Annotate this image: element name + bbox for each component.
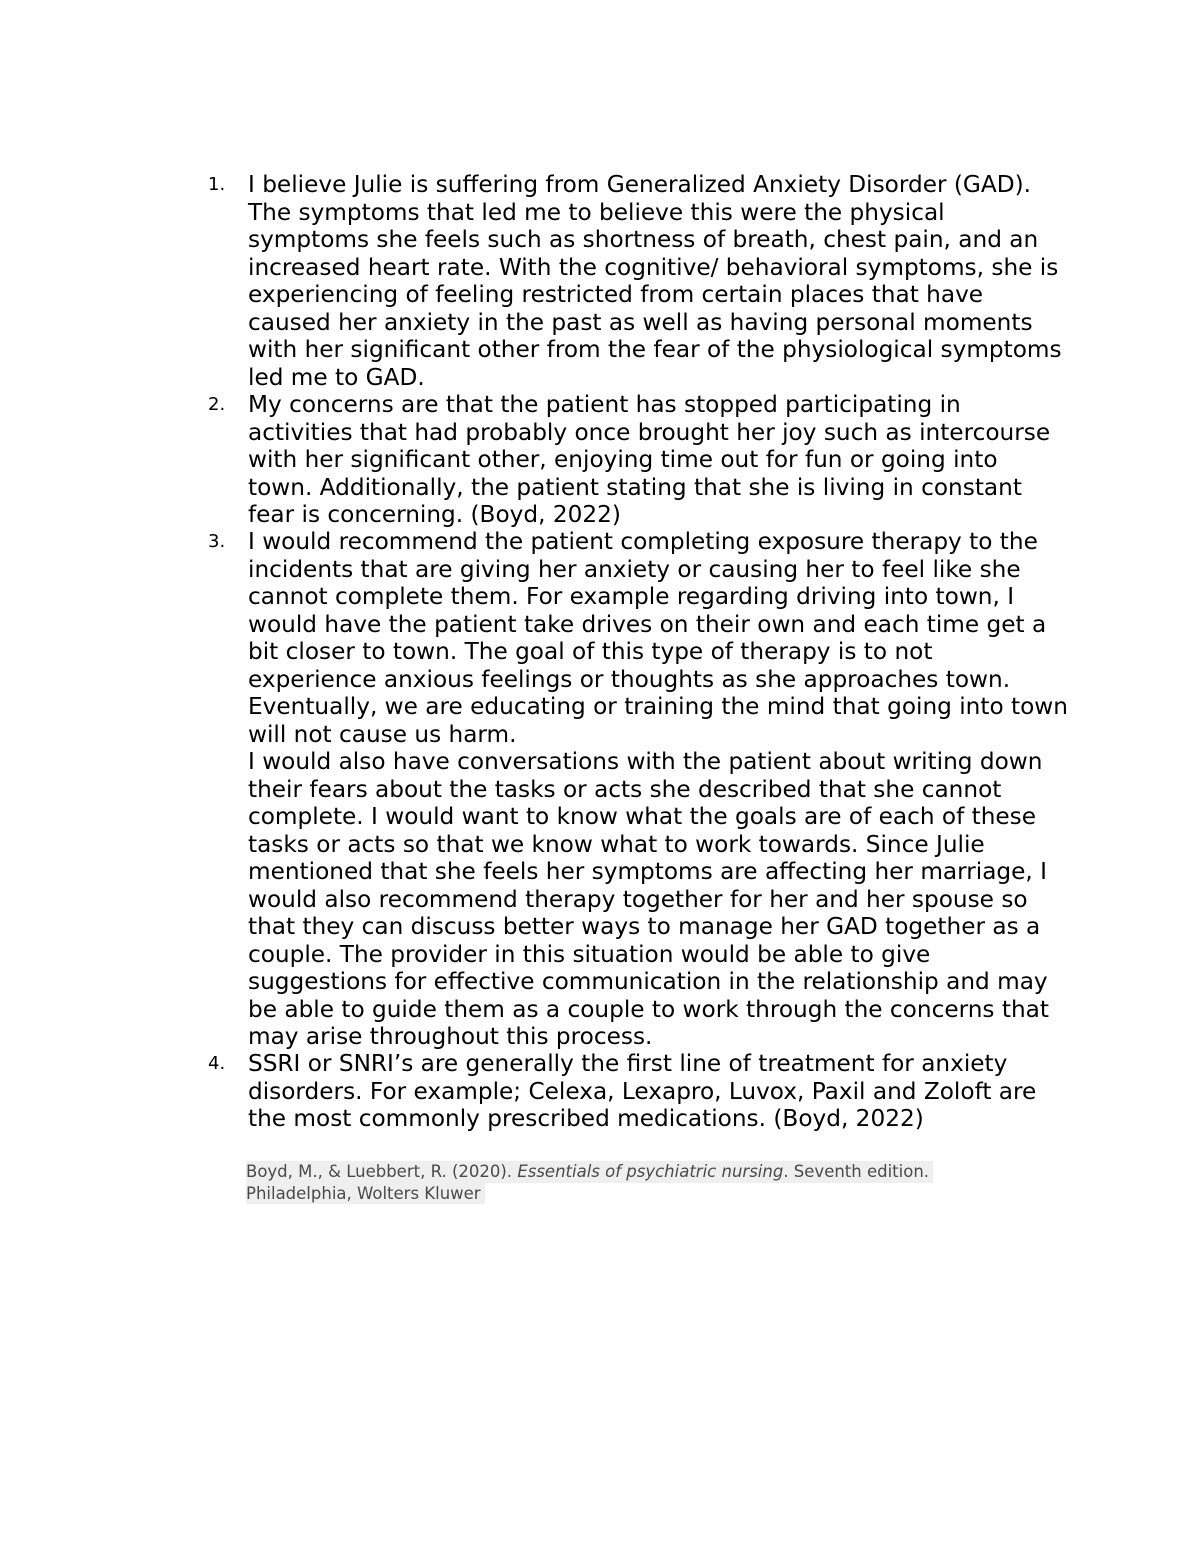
reference-publisher: Philadelphia, Wolters Kluwer [246,1183,485,1205]
list-item [208,1050,1068,1133]
list-item-number: 4. [208,1053,226,1074]
list-item [208,171,1068,391]
list-item-paragraph: I would recommend the patient completing exposure therapy to the incidents that are giving her anxiety or causing her to feel like she cannot complete them. For example regarding driving into town, I would have the patient take drives on their own and each time get a bit closer to town. The goal of this type of therapy is to not experience anxious feelings or thoughts as she approaches town. Eventually, we are educating or training the mind that going into town will not cause us harm. [248,528,1068,748]
reference-citation [246,1161,1006,1204]
list-item-paragraph: SSRI or SNRI’s are generally the first line of treatment for anxiety disorders. For example; Celexa, Lexapro, Luvox, Paxil and Zoloft are the most commonly prescribed medications. (Boyd, 2022) [248,1050,1037,1132]
list-item-paragraph: I believe Julie is suffering from Generalized Anxiety Disorder (GAD). The symptoms that led me to believe this were the physical symptoms she feels such as shortness of breath, chest pain, and an increased heart rate. With the cognitive/ behavioral symptoms, she is experiencing of feeling restricted from certain places that have caused her anxiety in the past as well as having personal moments with her significant other from the fear of the physiological symptoms led me to GAD. [248,171,1062,391]
reference-authors: Boyd, M., & Luebbert, R. (2020). [246,1162,518,1181]
list-item [208,528,1068,1050]
list-item [208,391,1068,528]
list-item-number: 2. [208,394,226,415]
answer-list [208,171,1068,1133]
list-item-number: 3. [208,531,226,552]
reference-line-1 [246,1161,933,1183]
list-item-paragraph: My concerns are that the patient has stopped participating in activities that had probably once brought her joy such as intercourse with her significant other, enjoying time out for fun or going into town. Additionally, the patient stating that she is living in constant fear is concerning. (Boyd, 2022) [248,391,1051,528]
reference-edition: . Seventh edition. [783,1162,930,1181]
list-item-number: 1. [208,174,226,195]
reference-book-title: Essentials of psychiatric nursing [517,1162,784,1181]
list-item-paragraph: I would also have conversations with the patient about writing down their fears about the tasks or acts she described that she cannot complete. I would want to know what the goals are of each of these tasks or acts so that we know what to work towards. Since Julie mentioned that she feels her symptoms are affecting her marriage, I would also recommend therapy together for her and her spouse so that they can discuss better ways to manage her GAD together as a couple. The provider in this situation would be able to give suggestions for effective communication in the relationship and may be able to guide them as a couple to work through the concerns that may arise throughout this process. [248,748,1049,1050]
